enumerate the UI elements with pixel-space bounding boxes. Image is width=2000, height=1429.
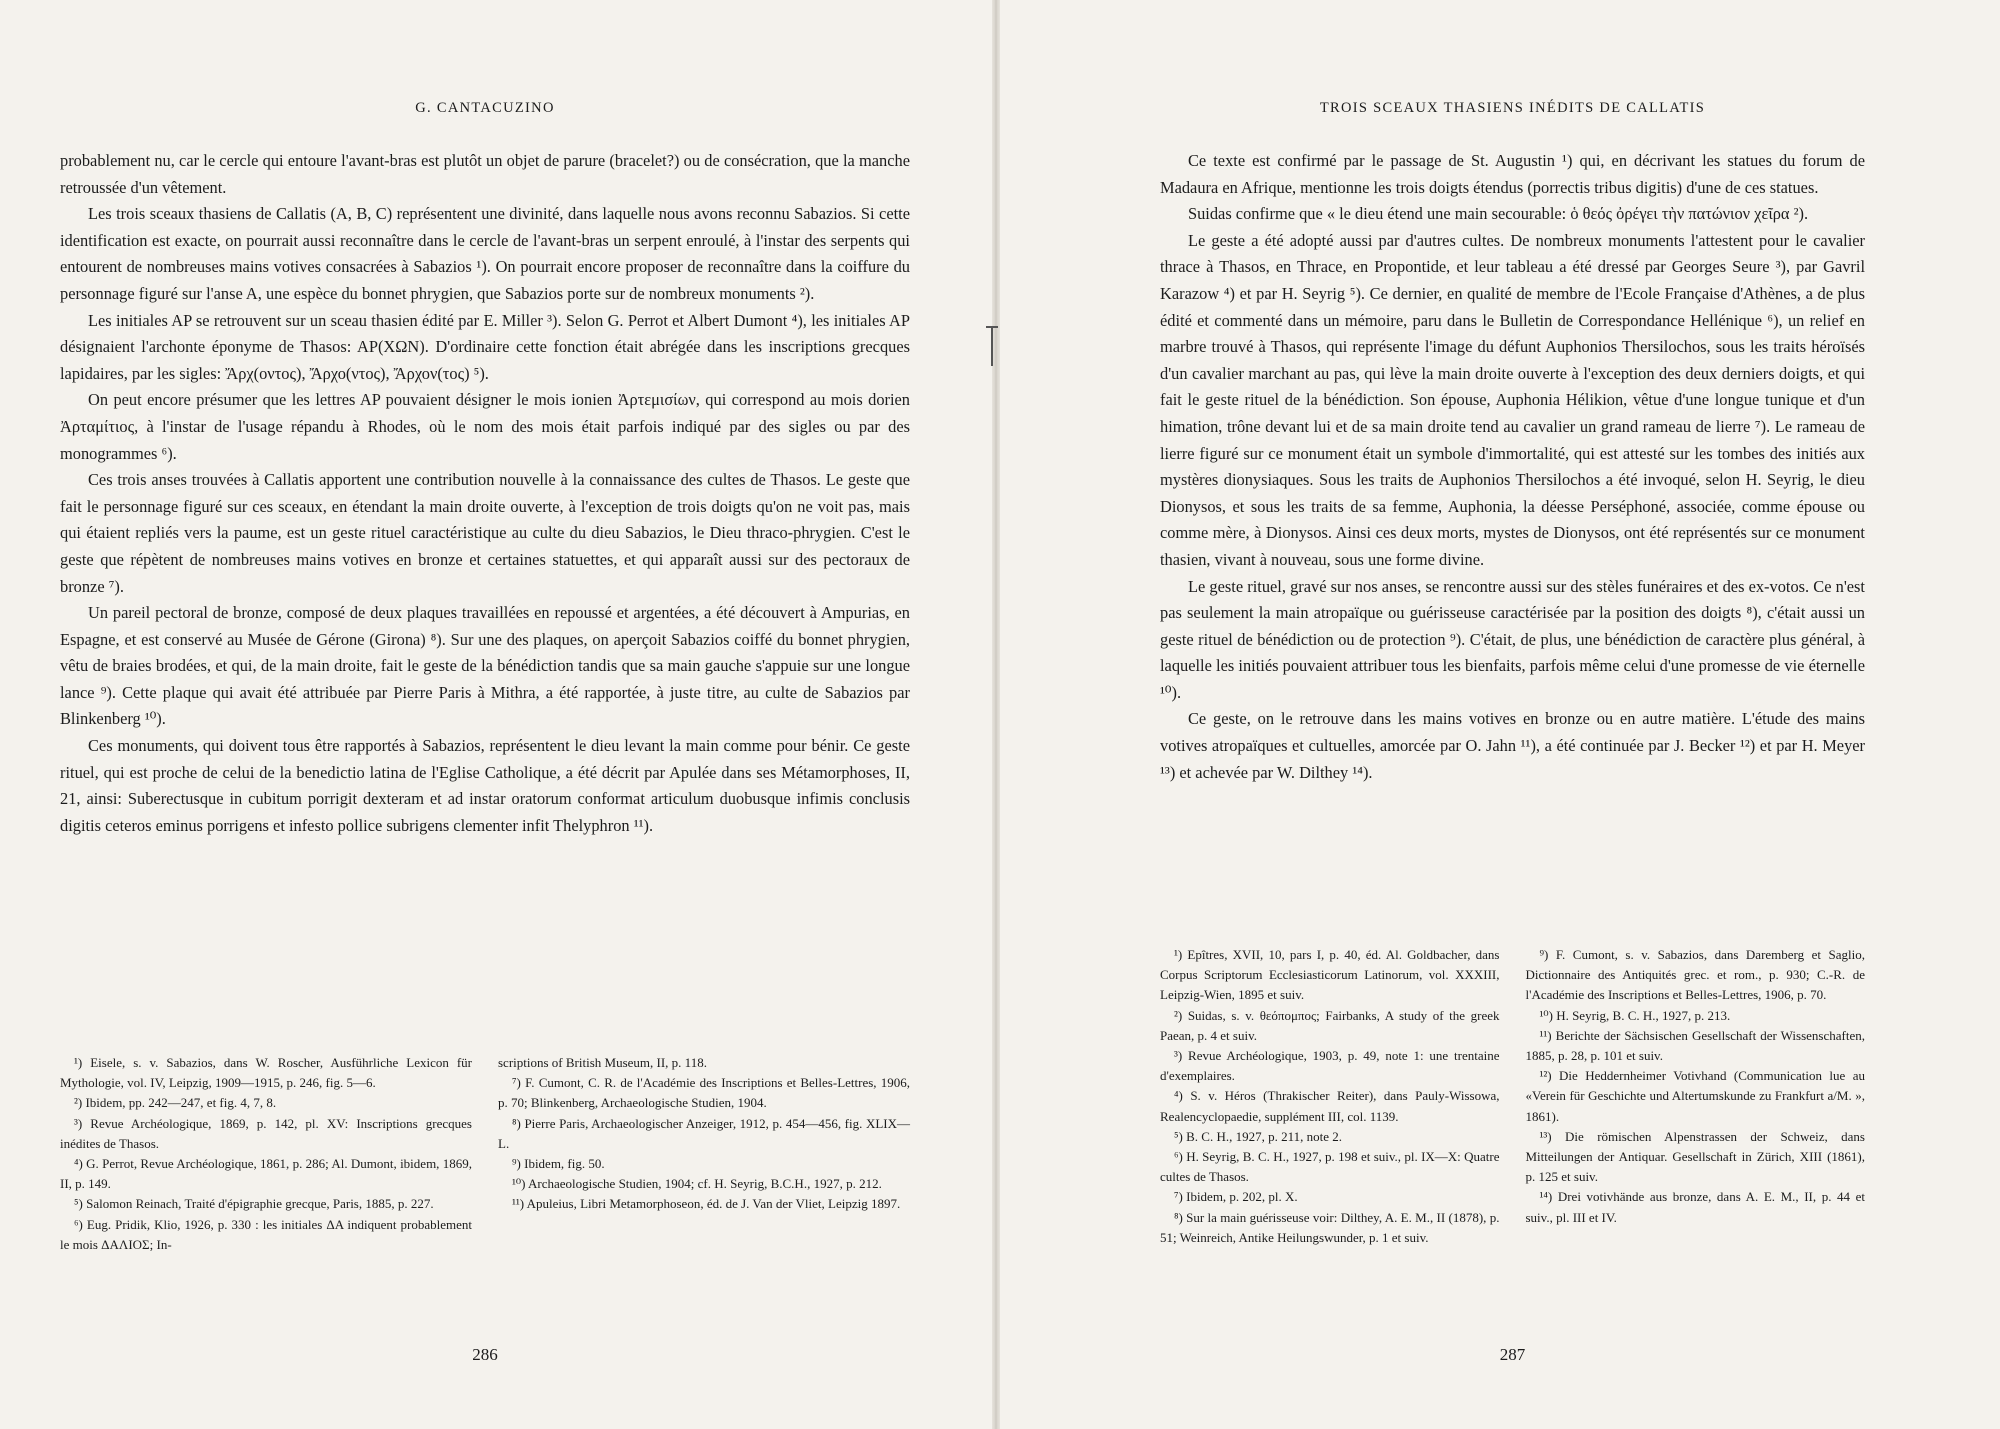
paragraph: Ce texte est confirmé par le passage de St. Augustin ¹) qui, en décrivant les statues du forum de Madaura en Afrique, mentionne les trois doigts étendus (porrectis tribus digitis) d'une de ces statues. (1160, 151, 1865, 197)
footnote: ⁷) Ibidem, p. 202, pl. X. (1174, 1189, 1298, 1205)
footnote: ¹¹) Berichte der Sächsischen Gesellschaft der Wissenschaften, 1885, p. 28, p. 101 et suiv. (1525, 1027, 1865, 1064)
footnote: ²) Suidas, s. v. θεόπομπος; Fairbanks, A study of the greek Paean, p. 4 et suiv. (1160, 1007, 1500, 1043)
footnote: ⁹) Ibidem, fig. 50. (512, 1156, 605, 1172)
paragraph: Le geste rituel, gravé sur nos anses, se rencontre aussi sur des stèles funéraires et des ex-votos. Ce n'est pas seulement la main atropaïque ou guérisseuse caractérisée par la position des doigts ⁸), c'était aussi un geste rituel de bénédiction ou de protection ⁹). C'était, de plus, une bénédiction de caractère plus général, à laquelle les initiés pouvaient attribuer tous les bienfaits, parfois même celui d'une promesse de vie éternelle ¹⁰). (1160, 576, 1865, 702)
paragraph: Les initiales AP se retrouvent sur un sceau thasien édité par E. Miller ³). Selon G. Perrot et Albert Dumont ⁴), les initiales AP désignaient l'archonte éponyme de Thasos: AP(ΧΩΝ). D'ordinaire cette fonction était abrégée dans les inscriptions grecques lapidaires, par les sigles: Ἄρχ(οντος), Ἄρχο(ντος), Ἄρχον(τος) ⁵). (60, 310, 910, 383)
paragraph: Un pareil pectoral de bronze, composé de deux plaques travaillées en repoussé et argentées, a été découvert à Ampurias, en Espagne, et est conservé au Musée de Gérone (Girona) ⁸). Sur une des plaques, on aperçoit Sabazios coiffé du bonnet phrygien, vêtu de braies brodées, et qui, de la main droite, fait le geste de la bénédiction tandis que sa main gauche s'appuie sur une longue lance ⁹). Cette plaque qui avait été attribuée par Pierre Paris à Mithra, a été rapportée, à juste titre, au culte de Sabazios par Blinkenberg ¹⁰). (60, 603, 910, 729)
footnote-column (1526, 945, 1866, 1248)
footnote: ⁶) Eug. Pridik, Klio, 1926, p. 330 : les initiales ΔΑ indiquent probablement le mois ΔΑΛΙΟΣ; In- (60, 1216, 472, 1252)
running-head-left: G. CANTACUZINO (415, 100, 555, 116)
footnote: ¹²) Die Heddernheimer Votivhand (Communication lue au «Verein für Geschichte und Altertumskunde zu Frankfurt a/M. », 1861). (1525, 1068, 1865, 1124)
paragraph: On peut encore présumer que les lettres AP pouvaient désigner le mois ionien Ἀρτεμισίων, qui correspond au mois dorien Ἀρταμίτιος, à l'instar de l'usage répandu à Rhodes, où le nom des mois était parfois indiqué par des sigles ou par des monogrammes ⁶). (60, 390, 910, 463)
footnote: ⁷) F. Cumont, C. R. de l'Académie des Inscriptions et Belles-Lettres, 1906, p. 70; Blinkenberg, Archaeologische Studien, 1904. (498, 1075, 910, 1111)
footnote: ⁸) Sur la main guérisseuse voir: Dilthey, A. E. M., II (1878), p. 51; Weinreich, Antike Heilungswunder, p. 1 et suiv. (1160, 1209, 1500, 1245)
footnote: ⁹) F. Cumont, s. v. Sabazios, dans Daremberg et Saglio, Dictionnaire des Antiquités grec. et rom., p. 930; C.-R. de l'Académie des Inscriptions et Belles-Lettres, 1906, p. 70. (1525, 947, 1865, 1003)
footnote: ¹) Eisele, s. v. Sabazios, dans W. Roscher, Ausführliche Lexicon für Mythologie, vol. IV, Leipzig, 1909—1915, p. 246, fig. 5—6. (60, 1055, 472, 1091)
paragraph: Suidas confirme que « le dieu étend une main secourable: ὁ θεός ὀρέγει τὴν πατώνιον χεῖρα ²). (1188, 204, 1809, 224)
body-text-left (60, 148, 910, 839)
paragraph: probablement nu, car le cercle qui entoure l'avant-bras est plutôt un objet de parure (bracelet?) ou de consécration, que la manche retroussée d'un vêtement. (60, 151, 910, 197)
footnotes-right (1160, 945, 1865, 1248)
footnotes-left (60, 1053, 910, 1255)
footnote-column (498, 1053, 910, 1255)
paragraph: Ce geste, on le retrouve dans les mains votives en bronze ou en autre matière. L'étude des mains votives atropaïques et cultuelles, amorcée par O. Jahn ¹¹), a été continuée par J. Becker ¹²) et par H. Meyer ¹³) et achevée par W. Dilthey ¹⁴). (1160, 709, 1865, 782)
footnote-column (60, 1053, 472, 1255)
footnote: ¹³) Die römischen Alpenstrassen der Schweiz, dans Mitteilungen der Antiquar. Gesellschaft in Zürich, XIII (1861), p. 125 et suiv. (1525, 1128, 1865, 1185)
footnote: ³) Revue Archéologique, 1903, p. 49, note 1: une trentaine d'exemplaires. (1160, 1048, 1500, 1084)
page-number-right: 287 (1499, 1345, 1526, 1364)
page-number-left: 286 (472, 1345, 498, 1364)
footnote: ¹¹) Apuleius, Libri Metamorphoseon, éd. de J. Van der Vliet, Leipzig 1897. (512, 1196, 901, 1212)
footnote: ¹) Epîtres, XVII, 10, pars I, p. 40, éd. Al. Goldbacher, dans Corpus Scriptorum Ecclesiasticorum Latinorum, vol. XXXIII, Leipzig-Wien, 1895 et suiv. (1160, 947, 1500, 1003)
footnote-column (1160, 945, 1500, 1248)
footnote: ³) Revue Archéologique, 1869, p. 142, pl. XV: Inscriptions grecques inédites de Thasos. (60, 1115, 472, 1151)
footnote: ¹⁴) Drei votivhände aus bronze, dans A. E. M., II, p. 44 et suiv., pl. III et IV. (1525, 1189, 1865, 1225)
footnote: ⁵) B. C. H., 1927, p. 211, note 2. (1174, 1128, 1342, 1144)
paragraph: Ces trois anses trouvées à Callatis apportent une contribution nouvelle à la connaissance des cultes de Thasos. Le geste que fait le personnage figuré sur ces sceaux, en étendant la main droite ouverte, à l'exception de trois doigts qu'on ne voit pas, mais qui étaient repliés vers la paume, est un geste rituel caractéristique au culte du dieu Sabazios, le Dieu thraco-phrygien. C'est le geste que répètent de nombreuses mains votives en bronze et certaines statuettes, et qui apparaît aussi sur des pectoraux de bronze ⁷). (60, 470, 910, 596)
book-gutter (992, 0, 1000, 1429)
footnote: ⁵) Salomon Reinach, Traité d'épigraphie grecque, Paris, 1885, p. 227. (74, 1196, 434, 1212)
paragraph: Ces monuments, qui doivent tous être rapportés à Sabazios, représentent le dieu levant la main comme pour bénir. Ce geste rituel, qui est proche de celui de la benedictio latina de l'Eglise Catholique, a été décrit par Apulée dans ses Métamorphoses, II, 21, ainsi: Suberectusque in cubitum porrigit dexteram et ad instar oratorum conformat articulum duobusque infimis conclusis digitis ceteros eminus porrigens et infesto pollice subrigens clementer infit Thelyphron ¹¹). (60, 736, 910, 835)
footnote: ⁸) Pierre Paris, Archaeologischer Anzeiger, 1912, p. 454—456, fig. XLIX—L. (498, 1115, 910, 1151)
running-head-right: TROIS SCEAUX THASIENS INÉDITS DE CALLATIS (1319, 100, 1706, 116)
footnote: ¹⁰) Archaeologische Studien, 1904; cf. H. Seyrig, B.C.H., 1927, p. 212. (512, 1176, 882, 1192)
left-page (0, 0, 992, 1429)
paragraph: Les trois sceaux thasiens de Callatis (A, B, C) représentent une divinité, dans laquelle nous avons reconnu Sabazios. Si cette identification est exacte, on pourrait aussi reconnaître dans le cercle de l'avant-bras un serpent enroulé, à l'instar des serpents qui entourent de nombreuses mains votives consacrées à Sabazios ¹). On pourrait encore proposer de reconnaître dans la coiffure du personnage figuré sur l'anse A, une espèce du bonnet phrygien, que Sabazios porte sur de nombreux monuments ²). (60, 204, 910, 303)
footnote: ⁶) H. Seyrig, B. C. H., 1927, p. 198 et suiv., pl. IX—X: Quatre cultes de Thasos. (1160, 1149, 1500, 1185)
footnote: ²) Ibidem, pp. 242—247, et fig. 4, 7, 8. (74, 1095, 277, 1111)
footnote: ⁴) G. Perrot, Revue Archéologique, 1861, p. 286; Al. Dumont, ibidem, 1869, II, p. 149. (60, 1156, 472, 1192)
right-page (1000, 0, 2000, 1429)
footnote: scriptions of British Museum, II, p. 118. (498, 1055, 707, 1070)
body-text-right (1160, 148, 1865, 786)
gutter-mark (986, 326, 998, 328)
gutter-mark (991, 326, 993, 366)
footnote: ¹⁰) H. Seyrig, B. C. H., 1927, p. 213. (1539, 1007, 1731, 1023)
paragraph: Le geste a été adopté aussi par d'autres cultes. De nombreux monuments l'attestent pour le cavalier thrace à Thasos, en Thrace, en Propontide, et leur tableau a été dressé par Georges Seure ³), par Gavril Karazow ⁴) et par H. Seyrig ⁵). Ce dernier, en qualité de membre de l'Ecole Française d'Athènes, a de plus édité et commenté dans un mémoire, paru dans le Bulletin de Correspondance Hellénique ⁶), un relief en marbre trouvé à Thasos, qui représente l'image du défunt Auphonios Thersilochos, sous les traits héroïsés d'un cavalier marchant au pas, qui lève la main droite ouverte à l'exception des deux derniers doigts, et qui fait le geste rituel de la bénédiction. Son épouse, Auphonia Hélikion, vêtue d'une longue tunique et d'un himation, trône devant lui et de sa main droite tend au cavalier un grand rameau de lierre ⁷). Le rameau de lierre figuré sur ce monument était un symbole d'immortalité, qui est attesté sur les tombes des initiés aux mystères dionysiaques. Sous les traits de Auphonios Thersilochos a été invoqué, selon H. Seyrig, le dieu Dionysos, et sous les traits de sa femme, Auphonia, la déesse Perséphoné, associée, comme épouse ou comme mère, à Dionysos. Ainsi ces deux morts, mystes de Dionysos, ont été représentés sur ce monument thasien, vivant à nouveau, sous une forme divine. (1160, 230, 1865, 569)
footnote: ⁴) S. v. Héros (Thrakischer Reiter), dans Pauly-Wissowa, Realencyclopaedie, supplément III, col. 1139. (1160, 1088, 1500, 1124)
